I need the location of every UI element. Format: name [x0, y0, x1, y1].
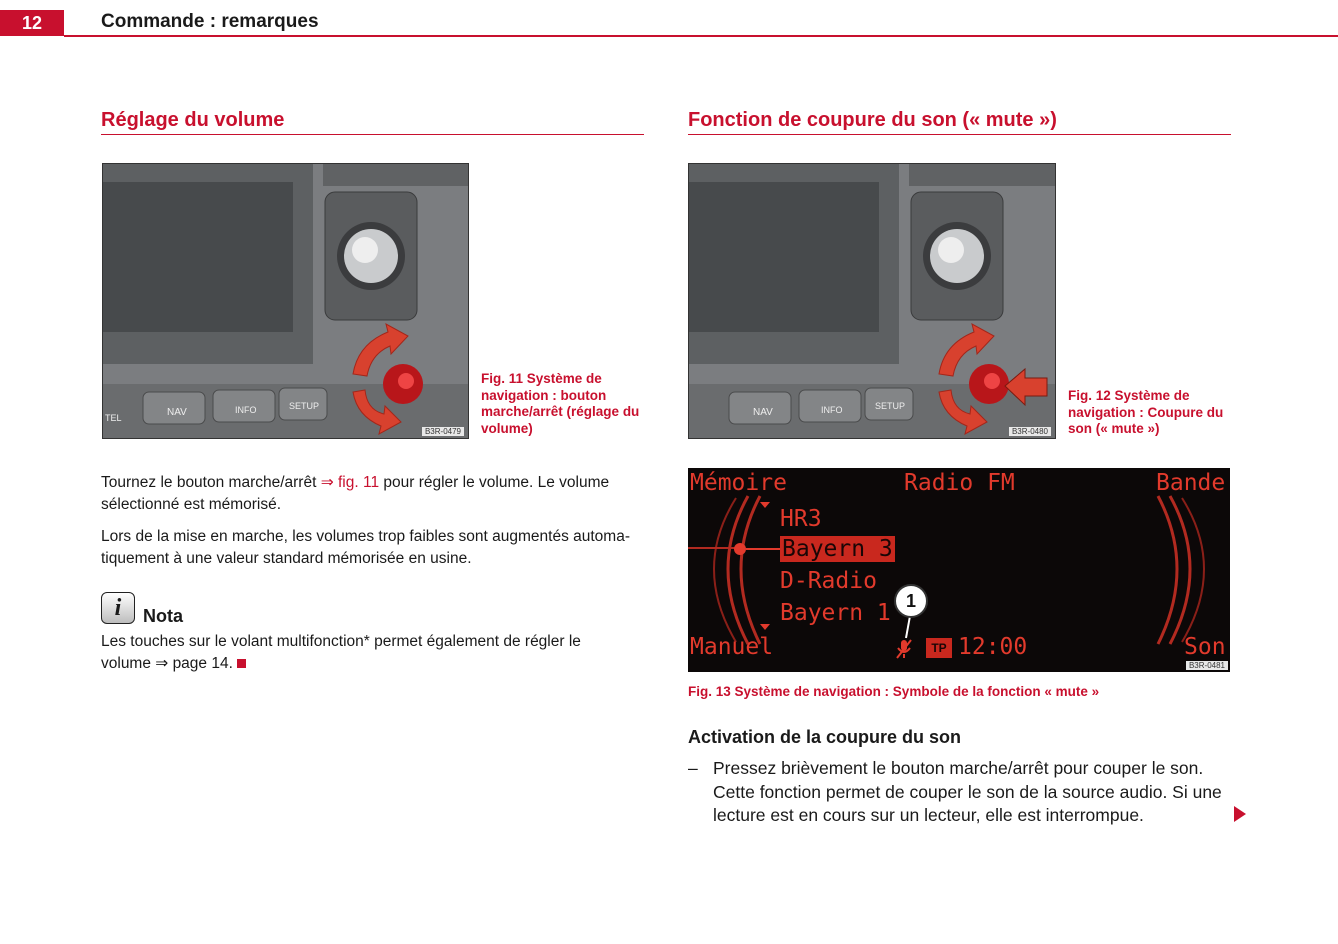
step-text: Pressez brièvement le bouton marche/arrêt pour couper le son. Cette fonction permet de couper le son de la source audio. Si une lecture est en cours sur un lecteur, elle est interrompue. [713, 758, 1222, 825]
callout-badge: 1 [894, 584, 928, 618]
section-rule [101, 134, 644, 135]
note-text: Les touches sur le volant multifonction* permet également de régler le volume ⇒ page 14. [101, 633, 581, 672]
header-title: Commande : remarques [101, 11, 319, 32]
figure-11-photo [102, 163, 469, 439]
page-number: 12 [0, 10, 64, 36]
figure-13-caption: Fig. 13 Système de navigation : Symbole de la fonction « mute » [688, 684, 1100, 699]
radio-unit-illustration [103, 164, 468, 438]
paragraph-volume-text-b: pour régler le volume. Le volume sélectionné est mémorisé. [101, 474, 610, 513]
display-source-label: Radio FM [904, 470, 1015, 496]
setup-label: SETUP [875, 401, 906, 411]
setup-label: SETUP [289, 401, 320, 411]
header-rule [64, 35, 1338, 37]
end-marker [237, 659, 246, 668]
fig-11-link[interactable]: ⇒ fig. 11 [320, 474, 380, 491]
paragraph-startup-volume: Lors de la mise en marche, les volumes trop faibles sont augmentés automa-tiquement à une valeur standard mémorisée en usine. [101, 528, 630, 567]
tel-label: TEL [105, 413, 122, 423]
continue-arrow-icon [1234, 806, 1246, 822]
display-memory-label: Mémoire [690, 470, 787, 496]
figure-ref-tag: B3R-0480 [1009, 427, 1051, 436]
station-item: Bayern 1 [780, 600, 891, 626]
figure-12-caption: Fig. 12 Système de navigation : Coupure du son (« mute ») [1068, 388, 1224, 436]
station-item-selected: Bayern 3 [782, 536, 893, 562]
figure-ref-tag: B3R-0481 [1186, 661, 1228, 670]
tp-badge: TP [926, 638, 952, 658]
info-icon: i [101, 592, 135, 624]
nav-label: NAV [753, 407, 773, 418]
info-label: INFO [821, 405, 843, 415]
figure-11-caption: Fig. 11 Système de navigation : bouton marche/arrêt (réglage du volume) [481, 371, 640, 436]
display-manual-label: Manuel [690, 634, 774, 660]
paragraph-volume [101, 472, 646, 515]
info-label: INFO [235, 405, 257, 415]
subheading-mute-activation: Activation de la coupure du son [688, 727, 962, 747]
note-title: Nota [143, 606, 183, 626]
station-item: HR3 [780, 506, 822, 532]
display-sound-label: Son [1184, 634, 1226, 660]
figure-ref-tag: B3R-0479 [422, 427, 464, 436]
paragraph-volume-text-a: Tournez le bouton marche/arrêt [101, 474, 321, 491]
display-clock: 12:00 [958, 634, 1028, 660]
section-heading-mute: Fonction de coupure du son (« mute ») [688, 109, 1057, 131]
section-heading-volume: Réglage du volume [101, 109, 285, 131]
radio-fm-display [688, 468, 1230, 672]
step-dash: – [688, 758, 698, 778]
figure-12-photo [688, 163, 1056, 439]
station-item: D-Radio [780, 568, 877, 594]
radio-unit-mute-illustration [689, 164, 1055, 438]
section-rule [688, 134, 1231, 135]
nav-label: NAV [167, 407, 187, 418]
display-band-label: Bande [1156, 470, 1226, 496]
